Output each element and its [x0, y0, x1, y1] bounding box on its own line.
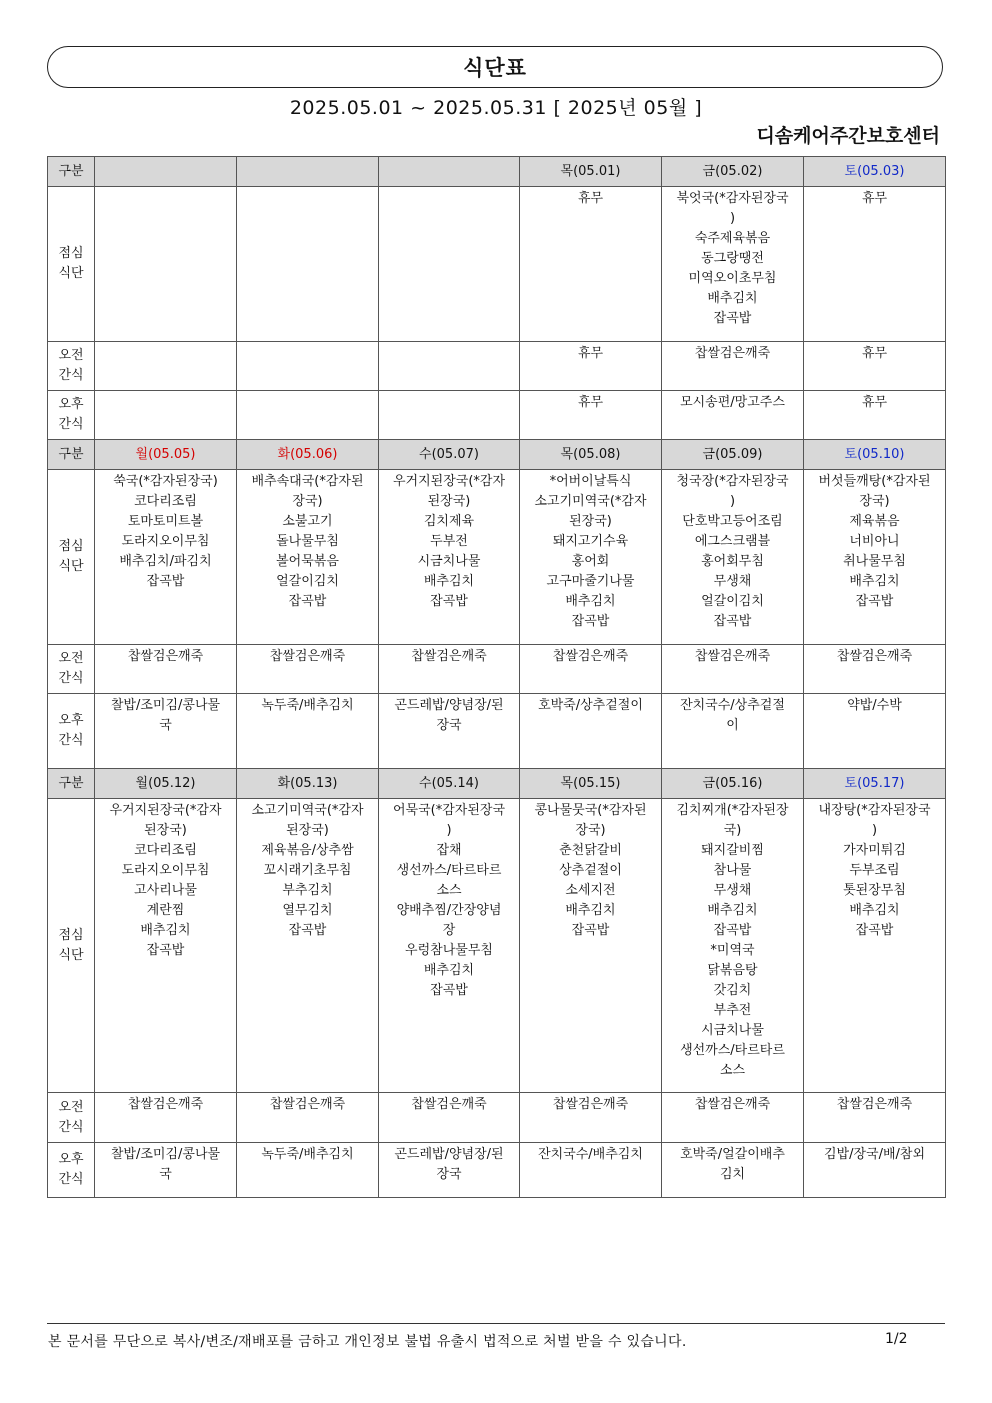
menu-item: ) [446, 823, 452, 838]
menu-item: 잡곡밥 [288, 923, 327, 938]
menu-item: ) [729, 494, 736, 509]
menu-item: 잡곡밥 [855, 923, 894, 938]
menu-item: 시금치나물 [701, 1023, 764, 1038]
menu-item: 생선까스/타르타르 [680, 1043, 785, 1058]
menu-item: 장국) [859, 494, 890, 509]
am-snack-label-line: 간식 [58, 368, 84, 383]
menu-item: 찹쌀검은깨죽 [694, 346, 771, 361]
menu-item: 잡채 [436, 843, 462, 858]
week-header-row [48, 440, 946, 470]
am-snack-cell [237, 1093, 379, 1143]
menu-item: 부추김치 [282, 883, 333, 898]
menu-item: 내장탕(*감자된장국 [818, 803, 931, 818]
menu-item: 얼갈이김치 [701, 594, 764, 609]
menu-item: 숙주제육볶음 [694, 231, 771, 246]
menu-item: 찹쌀검은깨죽 [127, 1097, 204, 1112]
menu-item: 버섯들깨탕(*감자된 [818, 474, 931, 489]
pm-snack-label [48, 391, 95, 440]
menu-item: 찹쌀검은깨죽 [694, 649, 771, 664]
pm-snack-cell [804, 1143, 946, 1198]
menu-item: 참나물 [713, 863, 752, 878]
pm-snack-cell [95, 391, 237, 440]
am-snack-row [48, 342, 946, 391]
menu-item: 우거지된장국(*감자 [392, 474, 506, 489]
menu-item: 잔치국수/배추김치 [538, 1147, 643, 1162]
menu-item: 된장국) [427, 494, 471, 509]
menu-item: 무생채 [713, 574, 752, 589]
menu-item: 코다리조림 [134, 843, 197, 858]
menu-item: 미역오이초무침 [688, 271, 777, 286]
lunch-label-line: 점심 [58, 539, 84, 554]
menu-item: 쑥국(*감자된장국) [113, 474, 218, 489]
menu-item: 잡곡밥 [430, 594, 468, 609]
menu-item: 배추김치 [423, 963, 475, 978]
pm-snack-cell [804, 391, 946, 440]
footer-notice: 본 문서를 무단으로 복사/변조/재배포를 금하고 개인정보 불법 유출시 법적으로 처벌 받을 수 있습니다. [48, 1334, 687, 1350]
lunch-cell [379, 470, 520, 645]
menu-item: 홍어회무침 [701, 554, 764, 569]
pm-snack-cell [379, 391, 520, 440]
day-date-header: 금(05.02) [662, 157, 804, 187]
menu-item: 찹쌀검은깨죽 [836, 1097, 913, 1112]
am-snack-cell [379, 1093, 520, 1143]
menu-item: 갓김치 [713, 983, 752, 998]
menu-item: 토마토미트볼 [127, 514, 204, 529]
menu-item: 볼어묵볶음 [276, 554, 339, 569]
menu-item: 휴무 [861, 191, 888, 206]
lunch-row [48, 799, 946, 1093]
menu-item: 생선까스/타르타르 [396, 863, 502, 878]
pm-snack-label-line: 오후 [58, 397, 84, 412]
day-date-header: 목(05.01) [520, 157, 662, 187]
day-date-header [95, 157, 237, 187]
pm-snack-label-line: 간식 [58, 1172, 84, 1187]
menu-item: 녹두죽/배추김치 [261, 698, 354, 713]
lunch-label [48, 470, 95, 645]
menu-item: 양배추찜/간장양념 [396, 903, 502, 918]
lunch-cell [804, 187, 946, 342]
lunch-cell [379, 799, 520, 1093]
week-header-row [48, 157, 946, 187]
center-name: 디솜케어주간보호센터 [756, 125, 940, 147]
menu-item: 열무김치 [282, 903, 333, 918]
menu-item: 배추김치 [423, 574, 475, 589]
menu-item: 잡곡밥 [713, 614, 752, 629]
menu-item: 돌나물무침 [276, 534, 339, 549]
am-snack-cell [237, 342, 379, 391]
menu-item: 찹쌀검은깨죽 [694, 1097, 771, 1112]
pm-snack-cell [95, 1143, 237, 1198]
menu-item: 돼지고기수육 [552, 534, 629, 549]
am-snack-label-line: 오전 [58, 1099, 84, 1115]
menu-item: 콩나물뭇국(*감자된 [534, 803, 647, 818]
day-date-header: 수(05.14) [379, 769, 520, 799]
pm-snack-row [48, 391, 946, 440]
menu-item: 배추김치 [565, 903, 616, 918]
day-date-header: 화(05.13) [237, 769, 379, 799]
menu-item: 배추김치 [849, 903, 900, 918]
menu-item: 동그랑땡전 [701, 251, 764, 266]
menu-item: 톳된장무침 [843, 883, 906, 898]
category-label: 구분 [48, 157, 95, 187]
category-label: 구분 [48, 769, 95, 799]
menu-item: 계란찜 [146, 903, 185, 918]
menu-item: 찹쌀검은깨죽 [269, 649, 346, 664]
day-date-header [237, 157, 379, 187]
menu-item: 잡곡밥 [571, 614, 610, 629]
menu-item: 부추전 [713, 1003, 752, 1018]
day-date-header: 목(05.15) [520, 769, 662, 799]
page-number: 1/2 [885, 1331, 908, 1347]
am-snack-cell [95, 645, 237, 694]
menu-item: 찹쌀검은깨죽 [836, 649, 913, 664]
menu-item: 장국 [436, 718, 462, 733]
menu-item: 고구마줄기나물 [546, 574, 635, 589]
lunch-row [48, 470, 946, 645]
am-snack-cell [520, 1093, 662, 1143]
menu-item: 찰밥/조미김/콩나물 [110, 698, 221, 713]
day-date-header: 월(05.05) [95, 440, 237, 470]
am-snack-cell [662, 645, 804, 694]
am-snack-cell [804, 342, 946, 391]
menu-item: 소고기미역국(*감자 [534, 494, 647, 509]
menu-item: 배추김치 [849, 574, 900, 589]
menu-item: ) [871, 823, 878, 838]
lunch-cell [237, 187, 379, 342]
am-snack-row [48, 1093, 946, 1143]
am-snack-label [48, 1093, 95, 1143]
lunch-cell [237, 470, 379, 645]
am-snack-cell [804, 645, 946, 694]
menu-item: 에그스크램블 [694, 534, 771, 549]
menu-item: 찹쌀검은깨죽 [269, 1097, 346, 1112]
pm-snack-cell [520, 391, 662, 440]
menu-item: 국 [159, 718, 172, 733]
menu-item: 제육볶음/상추쌈 [261, 843, 354, 858]
menu-item: 장국 [436, 1167, 462, 1182]
lunch-cell [95, 799, 237, 1093]
menu-item: 국) [723, 823, 742, 838]
lunch-cell [662, 799, 804, 1093]
menu-item: 국 [159, 1167, 172, 1182]
lunch-cell [804, 470, 946, 645]
am-snack-label [48, 342, 95, 391]
pm-snack-row [48, 694, 946, 769]
day-date-header: 토(05.10) [804, 440, 946, 470]
menu-item: 녹두죽/배추김치 [261, 1147, 354, 1162]
lunch-label [48, 799, 95, 1093]
menu-item: 잡곡밥 [713, 311, 752, 326]
menu-item: 춘천닭갈비 [559, 843, 622, 858]
menu-item: 장국) [575, 823, 606, 838]
menu-item: 휴무 [577, 346, 604, 361]
pm-snack-cell [520, 1143, 662, 1198]
menu-item: 가자미튀김 [843, 843, 906, 858]
menu-item: 소스 [719, 1063, 746, 1078]
pm-snack-label-line: 간식 [58, 733, 84, 748]
menu-item: 소스 [436, 883, 462, 898]
lunch-label-line: 식단 [58, 559, 84, 574]
pm-snack-cell [520, 694, 662, 769]
menu-item: 두부조림 [849, 863, 900, 878]
menu-item: 우거지된장국(*감자 [109, 803, 222, 818]
menu-item: 호박죽/상추겉절이 [538, 698, 643, 713]
lunch-cell [662, 187, 804, 342]
day-date-header: 월(05.12) [95, 769, 237, 799]
day-date-header: 목(05.08) [520, 440, 662, 470]
am-snack-cell [520, 645, 662, 694]
week-header-row [48, 769, 946, 799]
menu-item: 배추김치 [707, 291, 758, 306]
lunch-cell [520, 470, 662, 645]
am-snack-cell [379, 645, 520, 694]
pm-snack-cell [662, 694, 804, 769]
menu-item: 이 [726, 718, 739, 733]
menu-item: 찹쌀검은깨죽 [411, 649, 487, 664]
menu-item: 찰밥/조미김/콩나물 [110, 1147, 221, 1162]
menu-item: 소세지전 [565, 883, 616, 898]
menu-item: 잡곡밥 [146, 574, 185, 589]
menu-item: 된장국) [286, 823, 329, 838]
menu-item: 잔치국수/상추겉절 [680, 698, 785, 713]
menu-item: 장국) [292, 494, 323, 509]
pm-snack-cell [662, 1143, 804, 1198]
menu-item: 휴무 [861, 346, 888, 361]
lunch-label-line: 식단 [58, 947, 84, 963]
am-snack-row [48, 645, 946, 694]
menu-item: 도라지오이무침 [121, 863, 210, 878]
am-snack-label-line: 간식 [58, 671, 84, 686]
pm-snack-cell [237, 694, 379, 769]
pm-snack-cell [662, 391, 804, 440]
pm-snack-cell [95, 694, 237, 769]
menu-item: 배추김치 [565, 594, 616, 609]
pm-snack-label-line: 오후 [58, 713, 84, 728]
menu-item: *어버이날특식 [549, 474, 632, 489]
menu-item: 청국장(*감자된장국 [676, 474, 789, 489]
menu-item: 잡곡밥 [430, 983, 468, 998]
am-snack-label-line: 간식 [58, 1119, 84, 1135]
menu-item: 북엇국(*감자된장국 [676, 191, 789, 206]
pm-snack-label-line: 간식 [58, 417, 84, 432]
lunch-cell [237, 799, 379, 1093]
menu-item: 소불고기 [282, 514, 333, 529]
menu-item: 시금치나물 [417, 554, 481, 569]
pm-snack-cell [237, 391, 379, 440]
menu-item: 휴무 [577, 191, 604, 206]
lunch-row [48, 187, 946, 342]
menu-item: 우렁참나물무침 [405, 943, 493, 958]
am-snack-cell [662, 342, 804, 391]
menu-item: 찹쌀검은깨죽 [127, 649, 204, 664]
pm-snack-cell [379, 1143, 520, 1198]
lunch-cell [95, 187, 237, 342]
menu-item: 얼갈이김치 [276, 574, 339, 589]
lunch-cell [804, 799, 946, 1093]
menu-item: 잡곡밥 [855, 594, 894, 609]
pm-snack-label [48, 1143, 95, 1198]
lunch-label-line: 점심 [58, 246, 84, 261]
menu-item: 곤드레밥/양념장/된 [394, 1147, 504, 1162]
am-snack-label-line: 오전 [58, 348, 84, 363]
menu-item: 약밥/수박 [847, 698, 902, 713]
title-text: 식단표 [463, 56, 527, 80]
menu-item: 김치 [719, 1167, 746, 1182]
menu-item: 휴무 [577, 395, 604, 410]
pm-snack-label [48, 694, 95, 769]
menu-item: 배추속대국(*감자된 [251, 474, 364, 489]
am-snack-cell [520, 342, 662, 391]
day-date-header: 화(05.06) [237, 440, 379, 470]
menu-item: 된장국) [144, 823, 187, 838]
am-snack-cell [95, 342, 237, 391]
menu-item: 홍어회 [571, 554, 610, 569]
menu-item: 잡곡밥 [146, 943, 185, 958]
menu-item: 호박죽/얼갈이배추 [680, 1147, 785, 1162]
menu-item: 찹쌀검은깨죽 [552, 1097, 629, 1112]
footer-divider [47, 1323, 945, 1324]
pm-snack-cell [237, 1143, 379, 1198]
am-snack-cell [95, 1093, 237, 1143]
am-snack-label [48, 645, 95, 694]
day-date-header: 금(05.09) [662, 440, 804, 470]
menu-item: 도라지오이무침 [121, 534, 210, 549]
am-snack-cell [379, 342, 520, 391]
menu-item: 코다리조림 [134, 494, 197, 509]
menu-item: 돼지갈비찜 [701, 843, 764, 858]
menu-item: 잡곡밥 [713, 923, 752, 938]
menu-item: 꼬시래기초무침 [263, 863, 352, 878]
am-snack-cell [662, 1093, 804, 1143]
menu-item: 어묵국(*감자된장국 [392, 803, 506, 818]
menu-item: 곤드레밥/양념장/된 [394, 698, 504, 713]
menu-item: 잡곡밥 [288, 594, 327, 609]
menu-item: 배추김치 [140, 923, 191, 938]
menu-item: 모시송편/망고주스 [680, 395, 785, 410]
menu-item: 너비아니 [849, 534, 900, 549]
menu-item: 취나물무침 [843, 554, 906, 569]
menu-item: 제육볶음 [849, 514, 900, 529]
menu-item: 찹쌀검은깨죽 [411, 1097, 487, 1112]
menu-item: ) [729, 211, 736, 226]
menu-item: 된장국) [569, 514, 612, 529]
lunch-cell [520, 187, 662, 342]
menu-item: 잡곡밥 [571, 923, 610, 938]
menu-item: 고사리나물 [134, 883, 197, 898]
category-label: 구분 [48, 440, 95, 470]
day-date-header: 토(05.17) [804, 769, 946, 799]
menu-item: *미역국 [710, 943, 755, 958]
pm-snack-label-line: 오후 [58, 1152, 84, 1167]
lunch-label-line: 식단 [58, 266, 84, 281]
period-range: 2025.05.01 ~ 2025.05.31 [ 2025년 05월 ] [289, 97, 703, 119]
menu-item: 배추김치/파김치 [119, 554, 212, 569]
menu-item: 단호박고등어조림 [682, 514, 783, 529]
menu-item: 김밥/장국/배/참외 [823, 1147, 926, 1162]
lunch-cell [379, 187, 520, 342]
lunch-label [48, 187, 95, 342]
pm-snack-cell [379, 694, 520, 769]
menu-item: 장 [442, 923, 456, 938]
menu-item: 상추겉절이 [559, 863, 622, 878]
day-date-header [379, 157, 520, 187]
meal-plan-table [47, 156, 946, 1198]
pm-snack-cell [804, 694, 946, 769]
day-date-header: 금(05.16) [662, 769, 804, 799]
menu-item: 두부전 [430, 534, 468, 549]
document-title [47, 46, 943, 88]
lunch-cell [662, 470, 804, 645]
menu-item: 휴무 [861, 395, 888, 410]
am-snack-label-line: 오전 [58, 651, 84, 666]
menu-item: 찹쌀검은깨죽 [552, 649, 629, 664]
day-date-header: 수(05.07) [379, 440, 520, 470]
menu-item: 무생채 [713, 883, 752, 898]
am-snack-cell [237, 645, 379, 694]
pm-snack-row [48, 1143, 946, 1198]
menu-item: 닭볶음탕 [707, 963, 758, 978]
menu-item: 소고기미역국(*감자 [251, 803, 364, 818]
menu-item: 김치제육 [423, 514, 475, 529]
menu-item: 배추김치 [707, 903, 758, 918]
lunch-cell [520, 799, 662, 1093]
lunch-cell [95, 470, 237, 645]
lunch-label-line: 점심 [58, 927, 84, 943]
day-date-header: 토(05.03) [804, 157, 946, 187]
am-snack-cell [804, 1093, 946, 1143]
menu-item: 김치찌개(*감자된장 [676, 803, 789, 818]
